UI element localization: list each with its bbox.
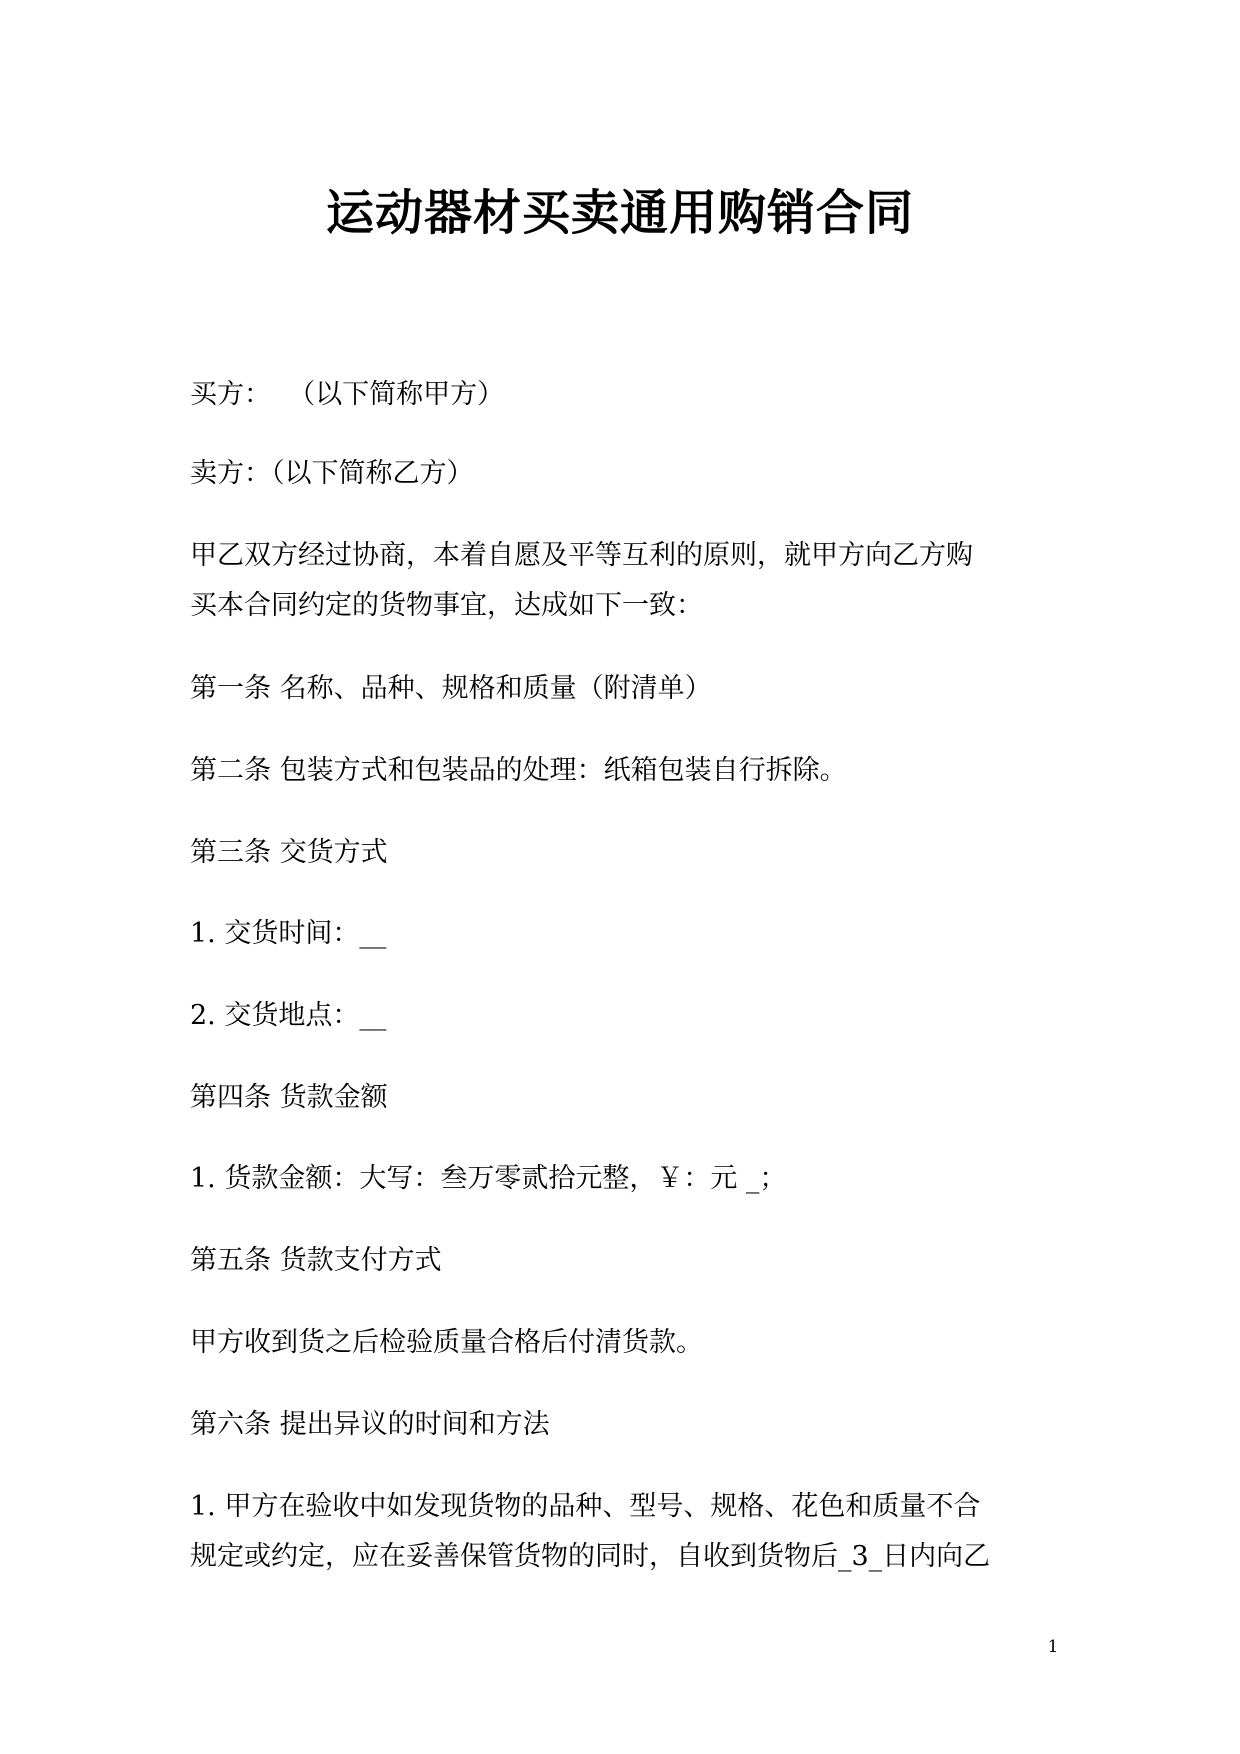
- article-4-heading: 第四条 货款金额: [190, 1082, 388, 1113]
- preamble-line-1: 甲乙双方经过协商，本着自愿及平等互利的原则，就甲方向乙方购: [190, 540, 973, 571]
- page-number: 1: [1047, 1637, 1059, 1657]
- objection-line-1: 1. 甲方在验收中如发现货物的品种、型号、规格、花色和质量不合: [190, 1491, 981, 1522]
- payment-amount-line: 1. 货款金额：大写：叁万零贰拾元整，￥：元 _；: [190, 1163, 787, 1194]
- article-1-heading: 第一条 名称、品种、规格和质量（附清单）: [190, 673, 712, 704]
- article-2-heading: 第二条 包装方式和包装品的处理：纸箱包装自行拆除。: [190, 755, 847, 786]
- document-title: 运动器材买卖通用购销合同: [325, 185, 914, 241]
- seller-line: 卖方：（以下简称乙方）: [190, 458, 474, 489]
- delivery-place-line: 2. 交货地点：__: [190, 1000, 387, 1031]
- payment-method-line: 甲方收到货之后检验质量合格后付清货款。: [190, 1327, 703, 1358]
- article-5-heading: 第五条 货款支付方式: [190, 1245, 442, 1276]
- article-6-heading: 第六条 提出异议的时间和方法: [190, 1409, 550, 1440]
- preamble-line-2: 买本合同约定的货物事宜，达成如下一致：: [190, 590, 703, 621]
- buyer-line: 买方： （以下简称甲方）: [190, 379, 505, 410]
- delivery-time-line: 1. 交货时间：__: [190, 918, 387, 949]
- article-3-heading: 第三条 交货方式: [190, 837, 388, 868]
- objection-line-2: 规定或约定，应在妥善保管货物的同时，自收到货物后_3_日内向乙: [190, 1541, 991, 1572]
